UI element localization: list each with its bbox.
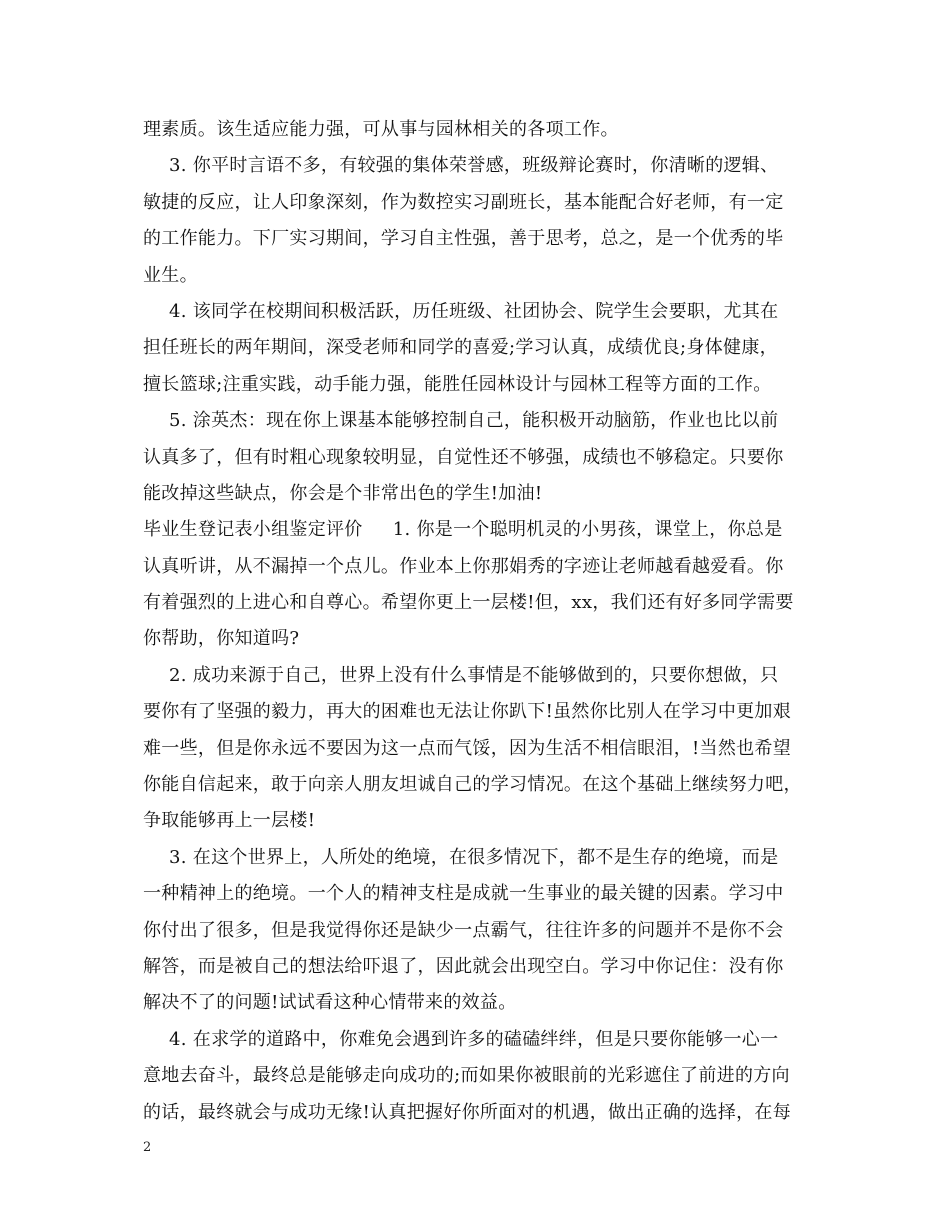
text-line: 4. 在求学的道路中，你难免会遇到许多的磕磕绊绊，但是只要你能够一心一	[169, 1028, 779, 1050]
text-line: 意地去奋斗，最终总是能够走向成功的;而如果你被眼前的光彩遮住了前进的方向	[143, 1065, 790, 1087]
text-line: 理素质。该生适应能力强，可从事与园林相关的各项工作。	[143, 119, 619, 140]
text-line: 要你有了坚强的毅力，再大的困难也无法让你趴下!虽然你比别人在学习中更加艰	[143, 701, 792, 723]
text-line: 你付出了很多，但是我觉得你还是缺少一点霸气，往往许多的问题并不是你不会	[143, 919, 784, 941]
text-line: 解答，而是被自己的想法给吓退了，因此就会出现空白。学习中你记住：没有你	[143, 955, 784, 977]
text-line: 4. 该同学在校期间积极活跃，历任班级、社团协会、院学生会要职，尤其在	[169, 300, 779, 322]
text-line: 争取能够再上一层楼!	[143, 810, 316, 832]
text-line: 敏捷的反应，让人印象深刻，作为数控实习副班长，基本能配合好老师，有一定	[143, 191, 784, 213]
text-line: 3. 在这个世界上，人所处的绝境，在很多情况下，都不是生存的绝境，而是	[169, 846, 779, 868]
text-line: 认真听讲，从不漏掉一个点儿。作业本上你那娟秀的字迹让老师越看越爱看。你	[143, 555, 784, 577]
text-line: 3. 你平时言语不多，有较强的集体荣誉感，班级辩论赛时，你清晰的逻辑、	[169, 155, 779, 177]
text-line: 你能自信起来，敢于向亲人朋友坦诚自己的学习情况。在这个基础上继续努力吧，	[143, 774, 802, 796]
text-line: 认真多了，但有时粗心现象较明显，自觉性还不够强，成绩也不够稳定。只要你	[143, 446, 784, 468]
text-line: 担任班长的两年期间，深受老师和同学的喜爱;学习认真，成绩优良;身体健康，	[143, 337, 778, 359]
text-line: 擅长篮球;注重实践，动手能力强，能胜任园林设计与园林工程等方面的工作。	[143, 373, 772, 395]
text-line: 2. 成功来源于自己，世界上没有什么事情是不能够做到的，只要你想做，只	[169, 664, 779, 686]
text-line: 能改掉这些缺点，你会是个非常出色的学生!加油!	[143, 482, 543, 504]
text-line: 的工作能力。下厂实习期间，学习自主性强，善于思考，总之，是一个优秀的毕	[143, 228, 784, 250]
page-number: 2	[143, 1140, 152, 1155]
text-line: 你帮助，你知道吗?	[143, 628, 300, 650]
text-line: 的话，最终就会与成功无缘!认真把握好你所面对的机遇，做出正确的选择，在每	[143, 1101, 792, 1123]
text-line: 有着强烈的上进心和自尊心。希望你更上一层楼!但，xx，我们还有好多同学需要	[143, 592, 794, 614]
body-text	[143, 112, 813, 1131]
text-line: 业生。	[143, 264, 198, 286]
text-line: 毕业生登记表小组鉴定评价 1. 你是一个聪明机灵的小男孩，课堂上，你总是	[143, 519, 783, 541]
text-line: 5. 涂英杰：现在你上课基本能够控制自己，能积极开动脑筋，作业也比以前	[169, 410, 779, 432]
text-line: 解决不了的问题!试试看这种心情带来的效益。	[143, 992, 517, 1014]
text-line: 一种精神上的绝境。一个人的精神支柱是成就一生事业的最关键的因素。学习中	[143, 883, 784, 905]
text-line: 难一些，但是你永远不要因为这一点而气馁，因为生活不相信眼泪，!当然也希望	[143, 737, 792, 759]
